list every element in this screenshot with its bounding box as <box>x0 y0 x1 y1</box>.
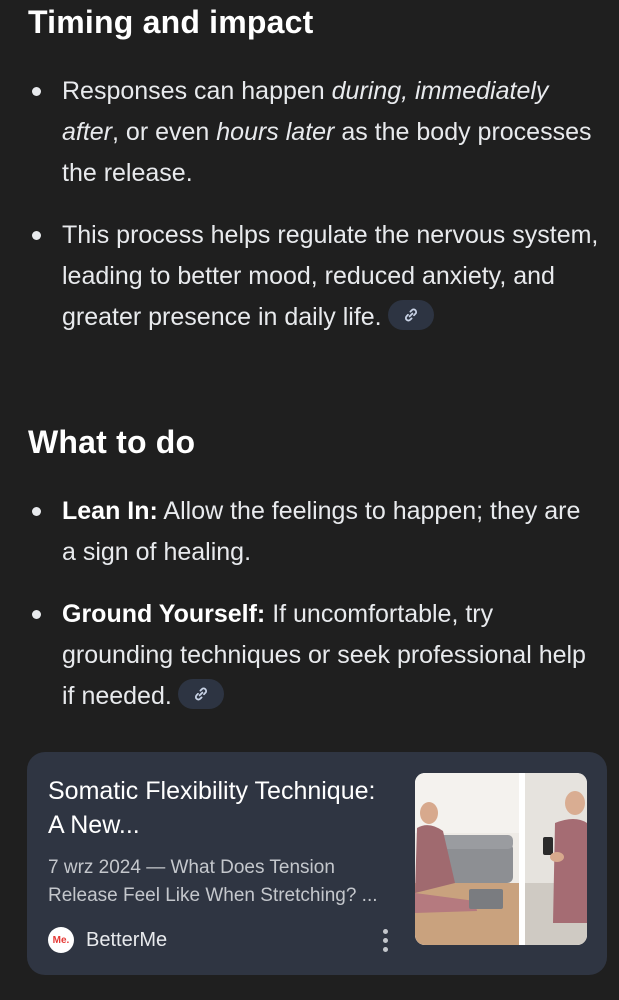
text-run: Responses can happen <box>62 77 332 105</box>
link-icon <box>193 686 209 702</box>
thumbnail-image <box>415 773 587 945</box>
text-run-italic: hours later <box>216 118 335 146</box>
source-card-title[interactable]: Somatic Flexibility Technique: A New... <box>48 777 376 839</box>
site-favicon: Me. <box>48 927 74 953</box>
bullet-icon <box>32 231 41 240</box>
more-vert-icon <box>383 947 388 952</box>
source-name: BetterMe <box>86 928 168 951</box>
more-vert-icon <box>383 938 388 943</box>
source-card-snippet: 7 wrz 2024 — What Does Tension Release Feel Like When Stretching? ... <box>48 857 378 906</box>
text-run: , or even <box>112 118 217 146</box>
bullet-icon <box>32 610 41 619</box>
text-run: If uncomfortable, try grounding techniques or seek professional help if needed. <box>62 600 586 710</box>
more-vert-icon <box>383 929 388 934</box>
source-card[interactable] <box>27 752 607 975</box>
more-options-button[interactable] <box>376 926 396 956</box>
citation-link-button[interactable] <box>388 300 434 330</box>
text-run-italic: during, immediately after <box>62 77 549 146</box>
bullet-list-timing <box>0 71 619 338</box>
bullet-icon <box>32 87 41 96</box>
text-run-bold: Ground Yourself: <box>62 600 266 628</box>
text-run-bold: Lean In: <box>62 497 158 525</box>
section-heading-what-to-do: What to do <box>28 424 196 460</box>
list-item <box>0 215 619 338</box>
text-run: Allow the feelings to happen; they are a sign of healing. <box>62 497 581 566</box>
bullet-list-what-to-do <box>0 491 619 717</box>
source-thumbnail[interactable] <box>415 773 587 945</box>
text-run: This process helps regulate the nervous system, leading to better mood, reduced anxiety, and greater presence in daily life. <box>62 221 599 331</box>
section-heading-timing: Timing and impact <box>28 4 314 40</box>
list-item <box>0 491 619 573</box>
citation-link-button[interactable] <box>178 679 224 709</box>
link-icon <box>403 307 419 323</box>
list-item <box>0 71 619 194</box>
source-attribution <box>48 926 167 954</box>
list-item <box>0 594 619 717</box>
text-run: as the body processes the release. <box>62 118 592 187</box>
bullet-icon <box>32 507 41 516</box>
